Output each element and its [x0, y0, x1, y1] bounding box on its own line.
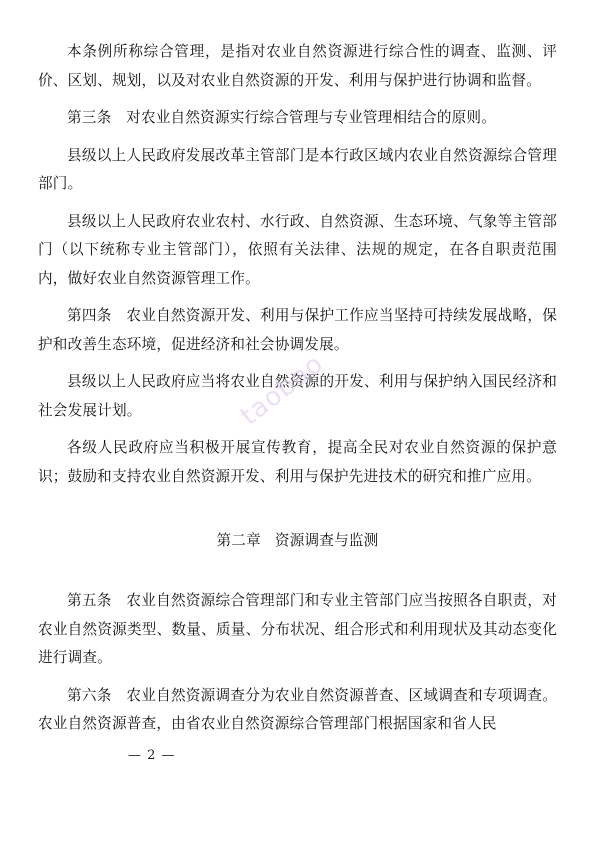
chapter-title: 资源调查与监测 — [274, 532, 379, 549]
paragraph-education: 各级人民政府应当积极开展宣传教育，提高全民对农业自然资源的保护意识；鼓励和支持农业自然资源开发、利用与保护先进技术的研究和推广应用。 — [38, 439, 557, 485]
paragraph-economic-plan: 县级以上人民政府应当将农业自然资源的开发、利用与保护纳入国民经济和社会发展计划。 — [38, 373, 557, 419]
paragraph-professional-depts: 县级以上人民政府农业农村、水行政、自然资源、生态环境、气象等主管部门（以下统称专业主管部门），依照有关法律、法规的规定，在各自职责范围内，做好农业自然资源管理工作。 — [38, 212, 557, 287]
paragraph-definition: 本条例所称综合管理，是指对农业自然资源进行综合性的调查、监测、评价、区划、规划，以及对农业自然资源的开发、利用与保护进行协调和监督。 — [38, 43, 557, 89]
paragraph-article-6: 第六条 农业自然资源调查分为农业自然资源普查、区域调查和专项调查。农业自然资源普查，由省农业自然资源综合管理部门根据国家和省人民 — [38, 686, 557, 732]
paragraph-comprehensive-dept: 县级以上人民政府发展改革主管部门是本行政区域内农业自然资源综合管理部门。 — [38, 146, 557, 192]
chapter-number: 第二章 — [216, 532, 261, 549]
paragraph-article-3: 第三条 对农业自然资源实行综合管理与专业管理相结合的原则。 — [67, 109, 497, 126]
paragraph-article-4: 第四条 农业自然资源开发、利用与保护工作应当坚持可持续发展战略，保护和改善生态环境，促进经济和社会协调发展。 — [38, 307, 557, 353]
paragraph-article-5: 第五条 农业自然资源综合管理部门和专业主管部门应当按照各自职责，对农业自然资源类型、数量、质量、分布状况、组合形式和利用现状及其动态变化进行调查。 — [38, 592, 557, 666]
chapter-heading — [38, 531, 557, 551]
page-number: — 2 — — [128, 748, 176, 763]
watermark: taobao — [235, 348, 330, 432]
